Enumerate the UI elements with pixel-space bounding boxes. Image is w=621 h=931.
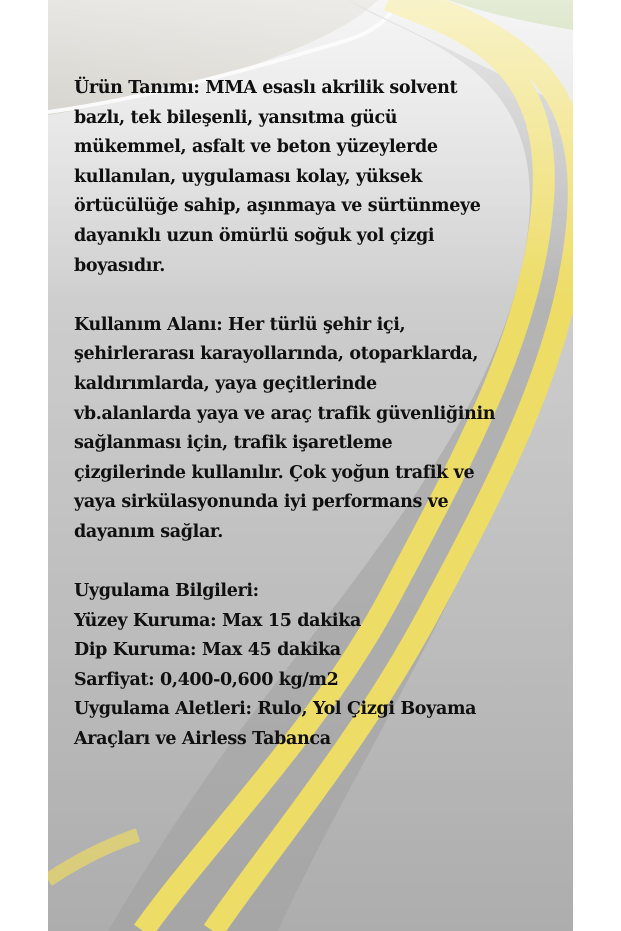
paragraph-gap bbox=[74, 281, 604, 311]
text-line: vb.alanlarda yaya ve araç trafik güvenliğinin bbox=[74, 403, 496, 424]
paragraph-product-definition bbox=[74, 74, 604, 281]
product-description bbox=[74, 74, 604, 755]
text-line: Dip Kuruma: Max 45 dakika bbox=[74, 640, 341, 661]
text-line: dayanım sağlar. bbox=[74, 521, 223, 542]
text-line: bazlı, tek bileşenli, yansıtma gücü bbox=[74, 107, 398, 128]
text-line: Kullanım Alanı: Her türlü şehir içi, bbox=[74, 314, 406, 335]
paragraph-application-info bbox=[74, 577, 604, 755]
text-line: şehirlerarası karayollarında, otoparklarda, bbox=[74, 344, 479, 365]
text-line: dayanıklı uzun ömürlü soğuk yol çizgi bbox=[74, 225, 435, 246]
text-line: Yüzey Kuruma: Max 15 dakika bbox=[74, 610, 361, 631]
text-line: çizgilerinde kullanılır. Çok yoğun trafik ve bbox=[74, 462, 475, 483]
text-line: kaldırımlarda, yaya geçitlerinde bbox=[74, 373, 377, 394]
paragraph-usage-area bbox=[74, 311, 604, 548]
text-line: boyasıdır. bbox=[74, 255, 166, 276]
text-line: kullanılan, uygulaması kolay, yüksek bbox=[74, 166, 423, 187]
text-line: örtücülüğe sahip, aşınmaya ve sürtünmeye bbox=[74, 196, 481, 217]
text-line: Uygulama Bilgileri: bbox=[74, 581, 259, 602]
text-line: Uygulama Aletleri: Rulo, Yol Çizgi Boyama bbox=[74, 699, 477, 720]
text-line: Araçları ve Airless Tabanca bbox=[74, 729, 331, 750]
text-line: yaya sirkülasyonunda iyi performans ve bbox=[74, 492, 449, 513]
text-line: mükemmel, asfalt ve beton yüzeylerde bbox=[74, 137, 438, 158]
text-line: Ürün Tanımı: MMA esaslı akrilik solvent bbox=[74, 78, 458, 98]
text-line: sağlanması için, trafik işaretleme bbox=[74, 433, 393, 454]
paragraph-gap bbox=[74, 548, 604, 578]
text-line: Sarfiyat: 0,400-0,600 kg/m2 bbox=[74, 669, 339, 690]
